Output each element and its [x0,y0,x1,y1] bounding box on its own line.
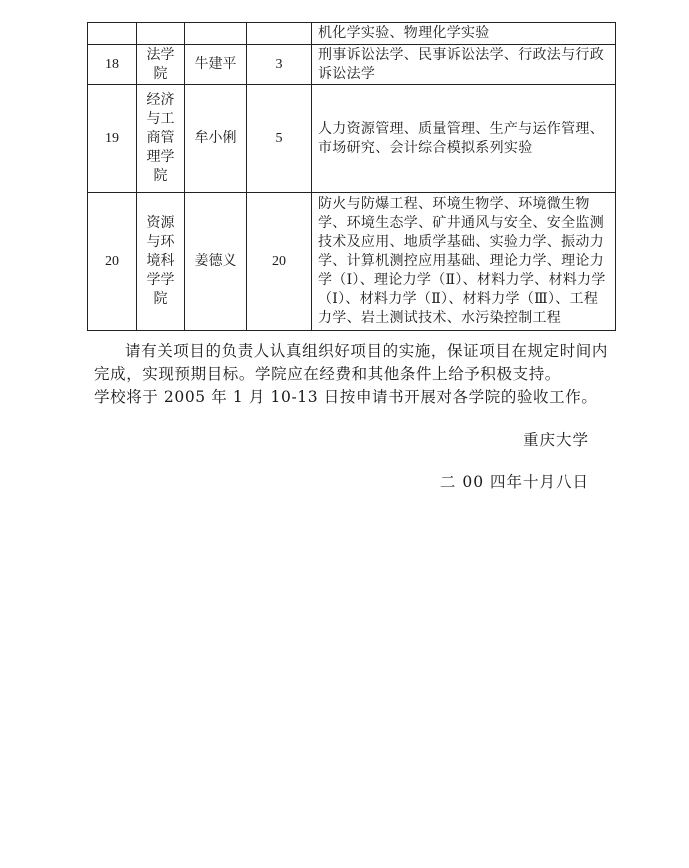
course-list: 刑事诉讼法学、民事诉讼法学、行政法与行政诉讼法学 [312,45,616,85]
notice-text: 请有关项目的负责人认真组织好项目的实施，保证项目在规定时间内完成，实现预期目标。学院应在经费和其他条件上给予积极支持。 [94,342,609,383]
project-lead [185,23,247,45]
row-number: 20 [88,193,137,331]
college-name: 法学院 [137,45,185,85]
notice-paragraph [94,340,619,409]
notice-text: 学校将于 2005 年 1 月 10-13 日按申请书开展对各学院的验收工作。 [94,388,598,406]
table-row [88,23,616,45]
college-name: 经济与工商管理学院 [137,85,185,193]
college-name: 资源与环境科学学院 [137,193,185,331]
table-row [88,85,616,193]
course-list: 人力资源管理、质量管理、生产与运作管理、市场研究、会计综合模拟系列实验 [312,85,616,193]
row-number: 19 [88,85,137,193]
college-name [137,23,185,45]
course-count: 3 [247,45,312,85]
signature-date: 二 00 四年十月八日 [439,473,589,491]
row-number [88,23,137,45]
project-lead: 姜德义 [185,193,247,331]
project-lead: 牟小俐 [185,85,247,193]
course-list: 机化学实验、物理化学实验 [312,23,616,45]
row-number: 18 [88,45,137,85]
project-lead: 牛建平 [185,45,247,85]
project-table [87,22,616,331]
course-count [247,23,312,45]
course-count: 20 [247,193,312,331]
course-list: 防火与防爆工程、环境生物学、环境微生物学、环境生态学、矿井通风与安全、安全监测技术及应用、地质学基础、实验力学、振动力学、计算机测控应用基础、理论力学、理论力学（Ⅰ）、理论力学（Ⅱ）、材料力学、材料力学（Ⅰ）、材料力学（Ⅱ）、材料力学（Ⅲ）、工程力学、岩土测试技术、水污染控制工程 [312,193,616,331]
table-row [88,193,616,331]
signature-institution: 重庆大学 [522,431,589,449]
course-count: 5 [247,85,312,193]
table-row [88,45,616,85]
